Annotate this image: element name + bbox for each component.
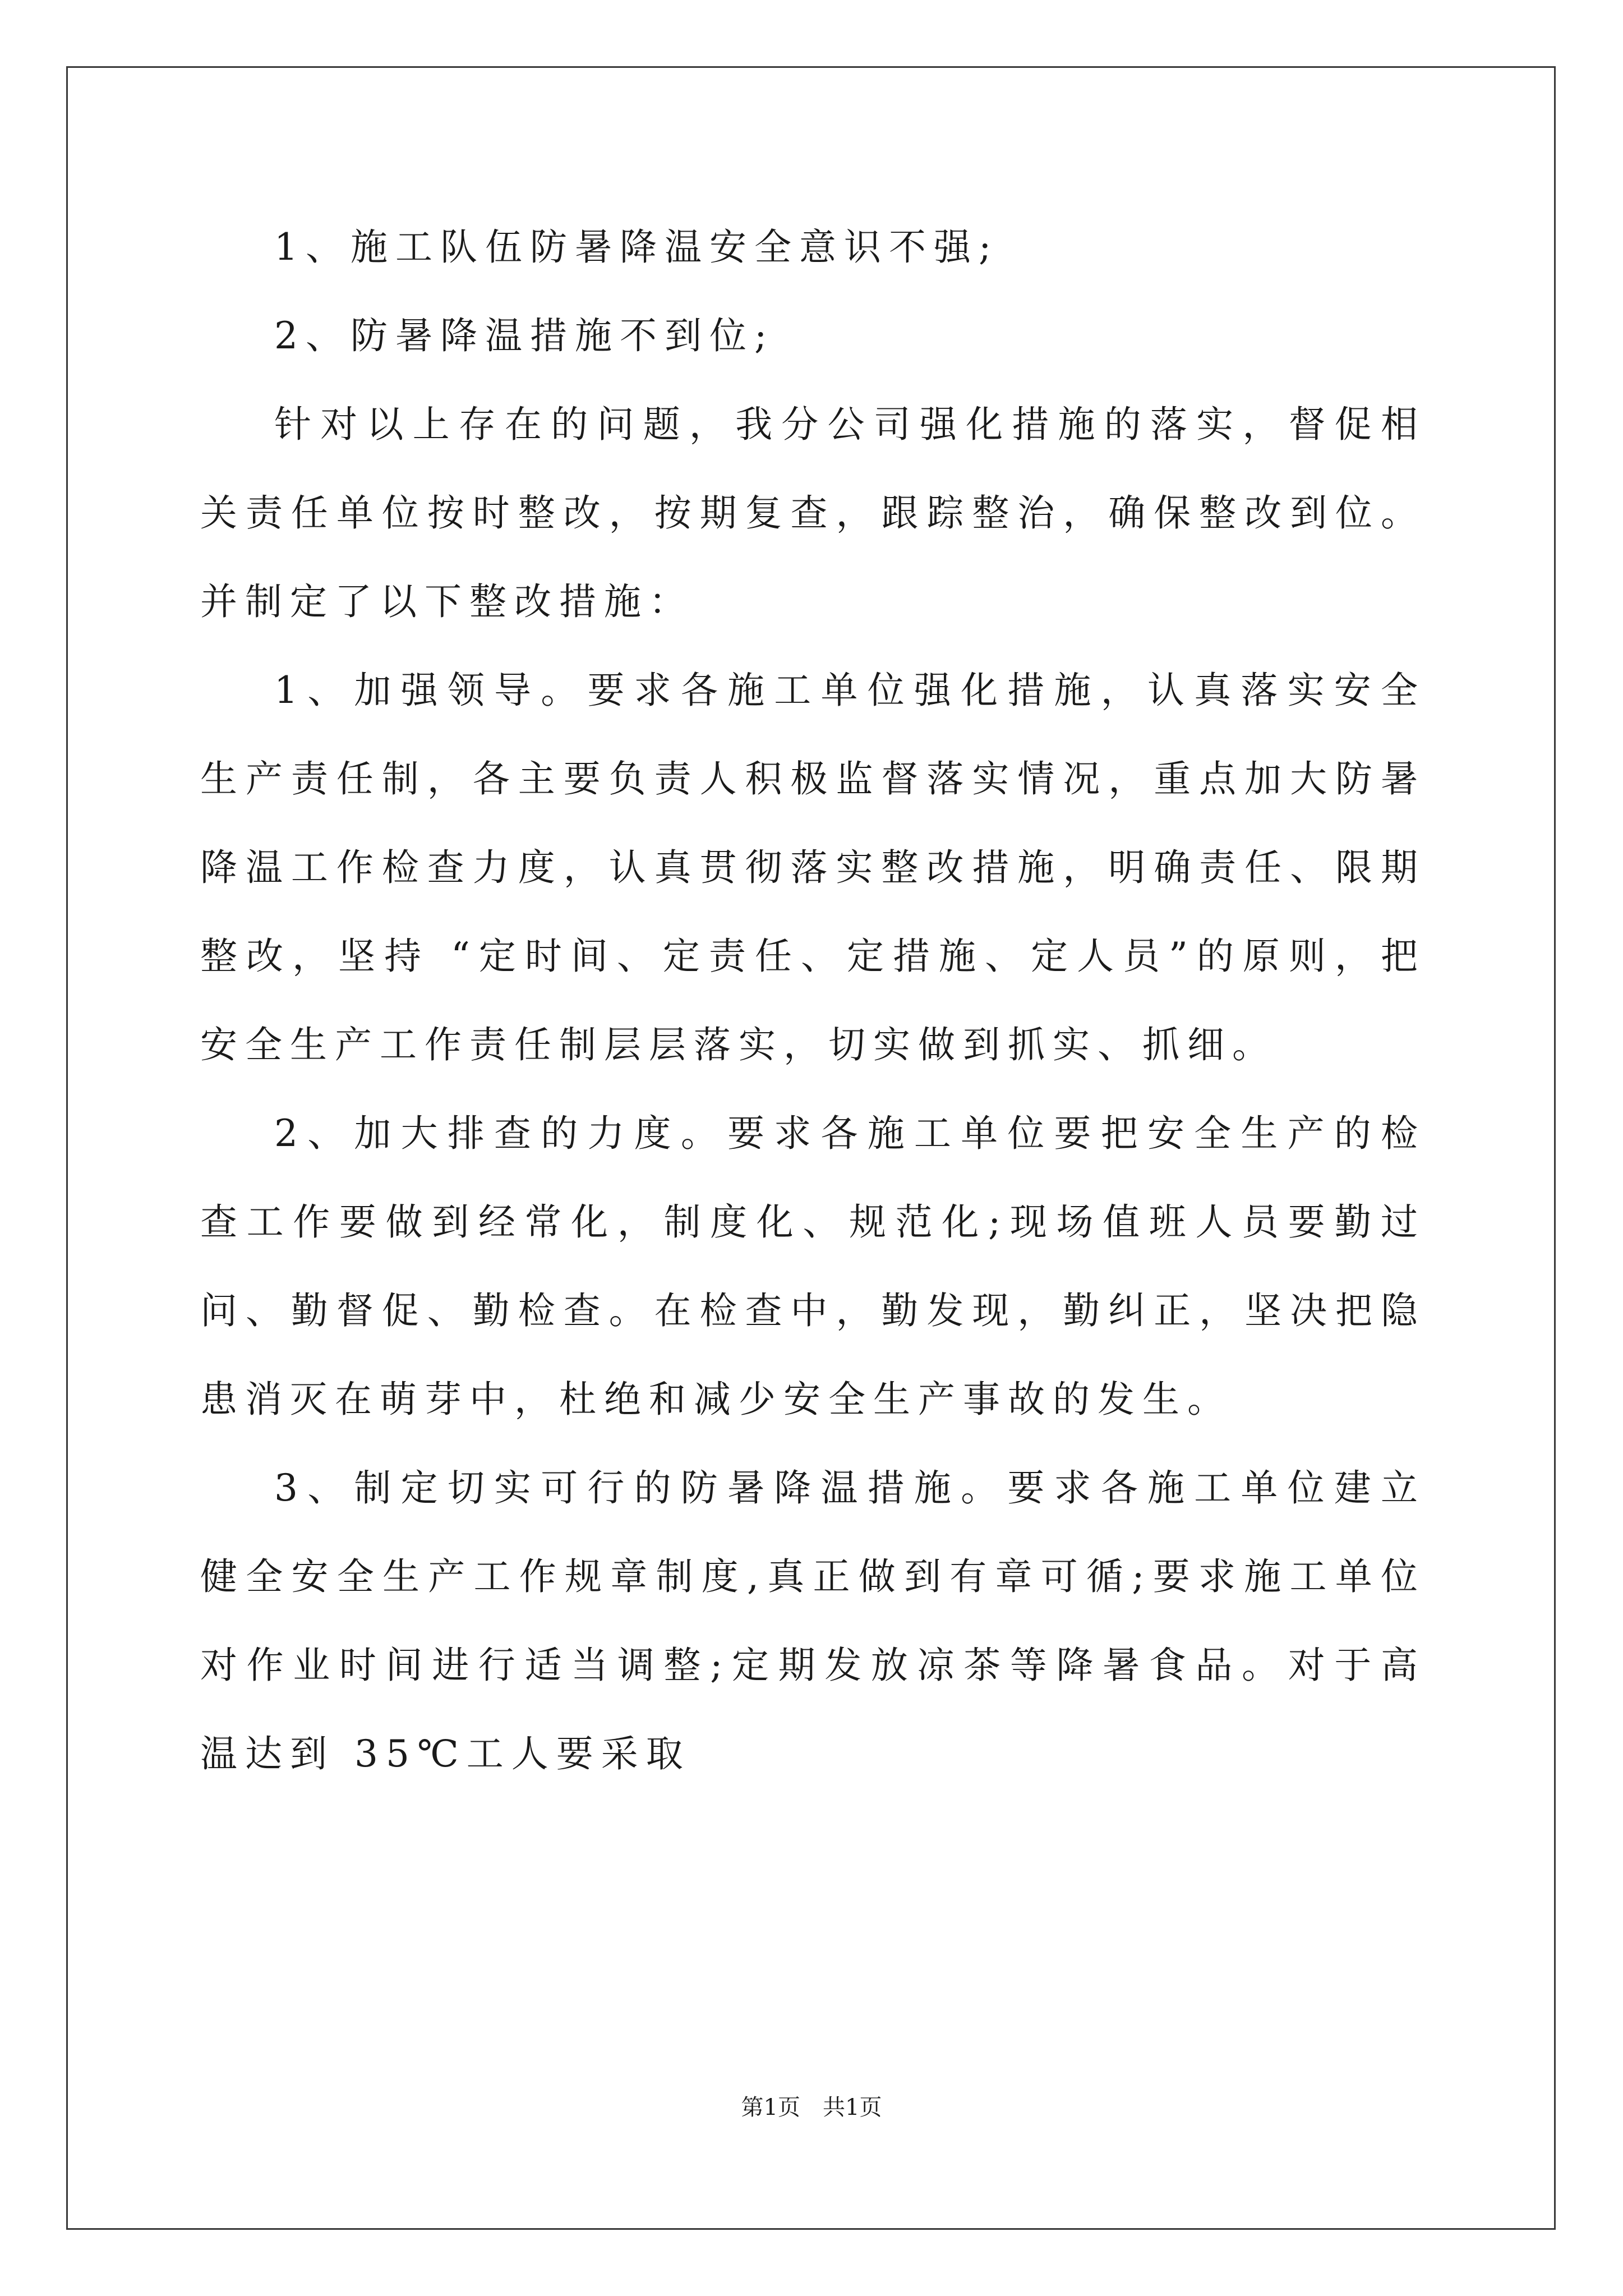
page-footer (0, 2093, 1623, 2122)
paragraph-6: 3、制定切实可行的防暑降温措施。要求各施工单位建立健全安全生产工作规章制度,真正做到有章可循;要求施工单位对作业时间进行适当调整;定期发放凉茶等降暑食品。对于高温达到 35℃工人要采取 (200, 1466, 1426, 1775)
paragraph-3: 针对以上存在的问题，我分公司强化措施的落实，督促相关责任单位按时整改，按期复查，跟踪整治，确保整改到位。并制定了以下整改措施： (200, 403, 1426, 623)
page-total: 共1页 (823, 2095, 882, 2120)
paragraph-1: 1、施工队伍防暑降温安全意识不强; (274, 226, 999, 269)
page-number: 第1页 (741, 2095, 800, 2120)
document-body (200, 203, 1426, 1798)
paragraph-5: 2、加大排查的力度。要求各施工单位要把安全生产的检查工作要做到经常化，制度化、规范化;现场值班人员要勤过问、勤督促、勤检查。在检查中，勤发现，勤纠正，坚决把隐患消灭在萌芽中，杜绝和减少安全生产事故的发生。 (200, 1112, 1426, 1421)
paragraph-4: 1、加强领导。要求各施工单位强化措施，认真落实安全生产责任制，各主要负责人积极监督落实情况，重点加大防暑降温工作检查力度，认真贯彻落实整改措施，明确责任、限期整改，坚持 “定时间、定责任、定措施、定人员”的原则，把安全生产工作责任制层层落实，切实做到抓实、抓细。 (200, 669, 1426, 1066)
paragraph-2: 2、防暑降温措施不到位; (274, 314, 775, 357)
